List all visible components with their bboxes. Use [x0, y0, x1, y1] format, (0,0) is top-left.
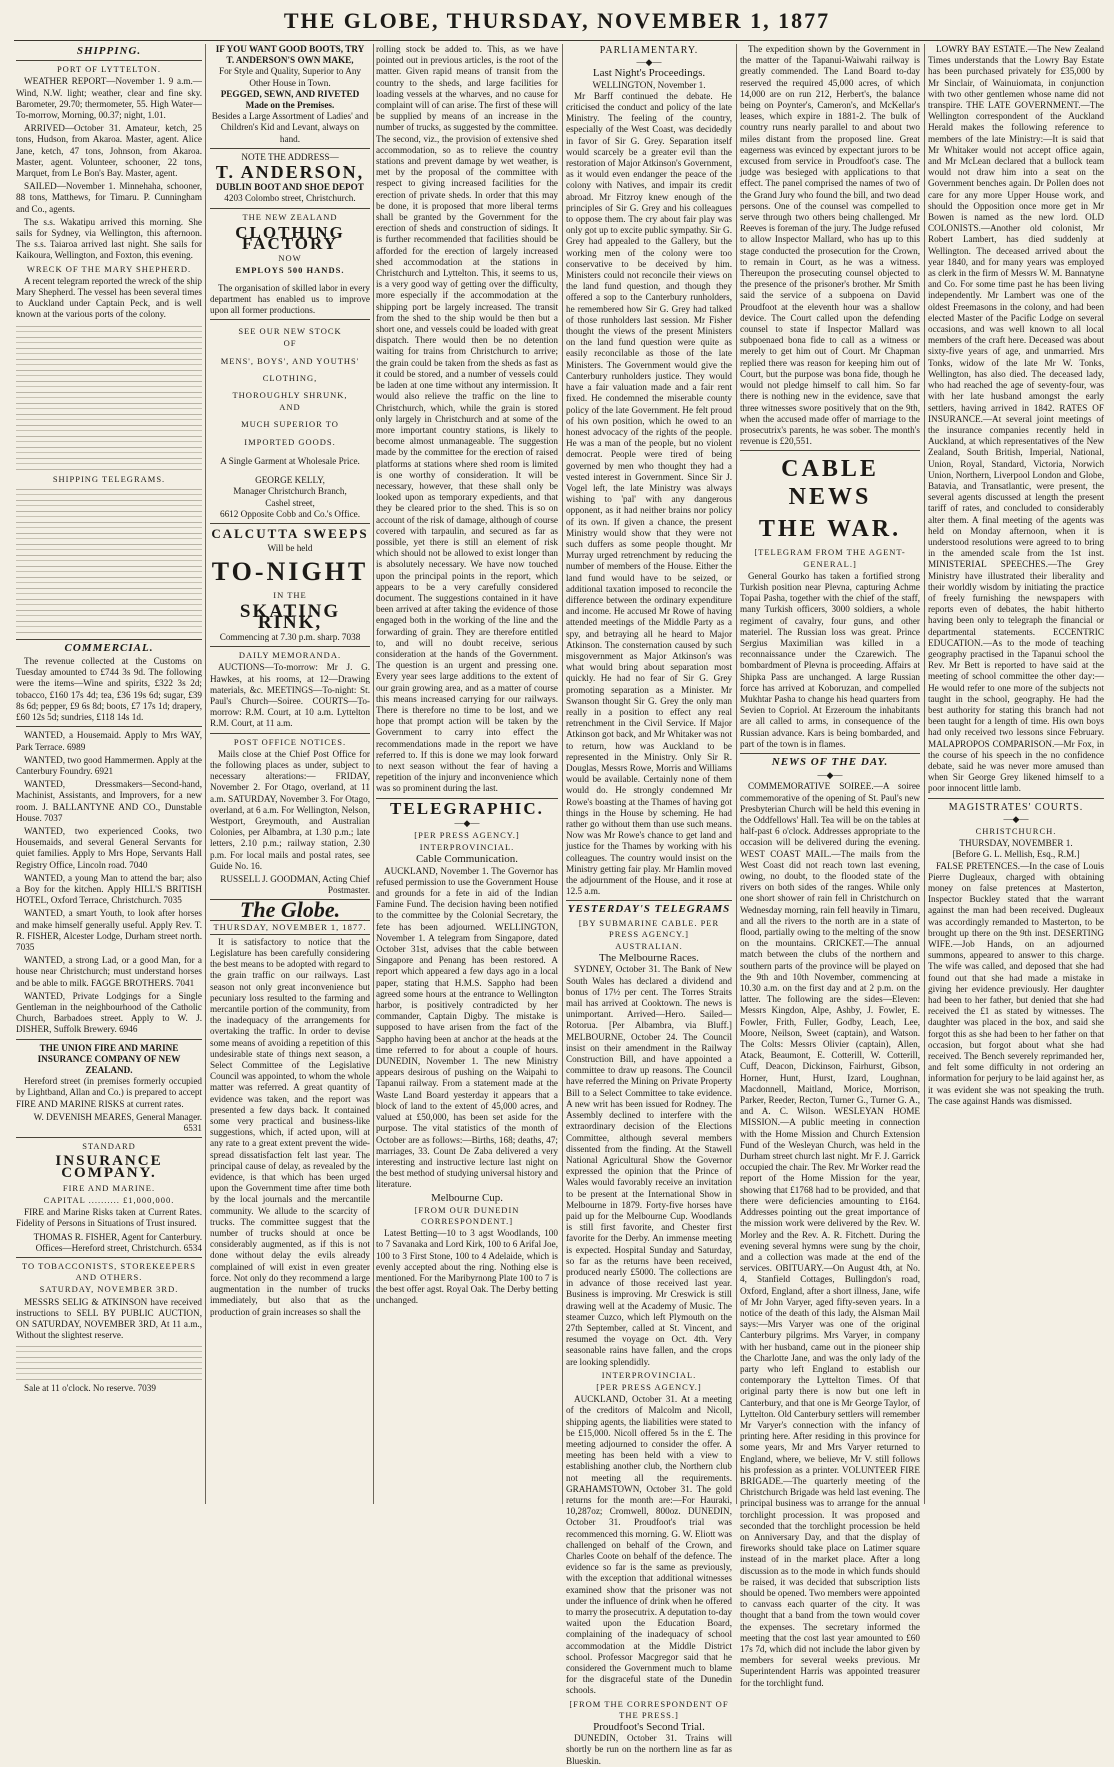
- note-address: NOTE THE ADDRESS—: [241, 151, 339, 162]
- leader-article: It is satisfactory to notice that the Legislature has been carefully considering the best means to be adopted with regard to the grain traffic on our railways. Last season not only great inconvenience but pecuniary loss resulted to the farming and mercantile portion of the community, from the inadequacy of the arrangements for overtaking the traffic. In order to devise some means of avoiding a repetition of this undesirable state of things next season, a Select Committee of the Legislative Council was appointed, to whom the whole matter was referred. A great quantity of evidence was taken, and the report was presented a few days back. It contained some very practical and business-like suggestions, which, if acted upon, will at any rate to a great extent prevent the wide-spread dissatisfaction felt last year. The principal cause of delay, as revealed by the evidence, is that which has been urged upon the Government time after time both by the local journals and the mercantile community. We allude to the scarcity of trucks. The committee suggest that the number of trucks should at once be considerably augmented, as if this is not done without delay the evils already complained of will exist in even greater force. Not only do they recommend a large augmentation in the number of trucks immediately, but also that as the production of grain increases so shall the: [210, 936, 370, 1317]
- divider: [210, 733, 370, 734]
- christchurch-heading: CHRISTCHURCH.: [975, 826, 1057, 837]
- cable-news-heading: CABLE NEWS: [781, 456, 879, 511]
- cup-source: [FROM OUR DUNEDIN CORRESPONDENT.]: [414, 1204, 520, 1226]
- standard-signature: THOMAS R. FISHER, Agent for Canterbury. Offices—Hereford street, Christchurch. 6534: [33, 1231, 202, 1253]
- divider: [16, 639, 202, 640]
- wreck-text-continued: [16, 323, 202, 473]
- colombo-address: 4203 Colombo street, Christchurch.: [224, 193, 356, 204]
- classified-ad: WANTED, Private Lodgings for a Single Gentleman in the neighbourhood of the Catholic Church, Barbadoes street. Apply to W. J. DISHER, Suffolk Brewery. 6946: [16, 990, 202, 1035]
- employs: EMPLOYS 500 HANDS.: [235, 265, 345, 276]
- boots-sub: For Style and Quality, Superior to Any Other House in Town.: [218, 66, 362, 88]
- now: NOW: [278, 253, 302, 264]
- memoranda-text: AUCTIONS—To-morrow: Mr J. G. Hawkes, at his rooms, at 12—Drawing materials, &c. MEETINGS—To-night: St. Paul's Church—Soiree. COURTS—To-morrow: R.M. Court, at 10 a.m. Lyttelton R.M. Court, at 11 a.m.: [210, 662, 370, 729]
- ornament-icon: —◆—: [1003, 813, 1029, 824]
- proudfoot-heading: Proudfoot's Second Trial.: [593, 1721, 705, 1734]
- tobacco-date: SATURDAY, NOVEMBER 3RD.: [39, 1284, 179, 1295]
- column-5: [740, 44, 920, 1688]
- classified-ad: WANTED, a smart Youth, to look after horses and make himself generally useful. Apply Rev. T. R. FISHER, Alcester Lodge, Durham street north. 7035: [16, 908, 202, 952]
- masthead: THE GLOBE, THURSDAY, NOVEMBER 1, 1877: [283, 8, 831, 33]
- post-heading: POST OFFICE NOTICES.: [233, 736, 347, 747]
- arrivals: ARRIVED—October 31. Amateur, ketch, 25 tons, Hudson, from Akaroa. Master, agent. Alice Jane, ketch, 47 tons, Johnson, from Akaroa. Master, agent. Volunteer, schooner, 22 tons, Marquet, from Le Bon's Bay. Master, agent.: [16, 123, 202, 179]
- divider: [566, 900, 732, 901]
- divider: [928, 798, 1104, 799]
- telegrams-heading: SHIPPING TELEGRAMS.: [52, 473, 166, 484]
- magistrates-date: THURSDAY, NOVEMBER 1.: [959, 838, 1073, 849]
- divider: [16, 1039, 202, 1040]
- divider: [210, 319, 370, 320]
- races-text: SYDNEY, October 31. The Bank of New South Wales has declared a dividend and bonus of 17½ per cent. The Torres Straits mail has arrived at Cooktown. The news is unimportant. Arrived—Hero. Sailed—Rotorua. [Per Albambra, via Bluff.] MELBOURNE, October 24. The Council insist on their amendment in the Railway Construction Bill, and have appointed a committee to draw up reasons. The Council have referred the Mining on Private Property Bill to a Select Committee to take evidence. A new writ has been issued for Rodney. The Assembly declined to interfere with the extraordinary decision of the Elections Committee, although several members dissented from the finding. At the Stawell National Agricultural Show the Governor expressed the opinion that the Prince of Wales would favorably receive an invitation to be present at the International Show in Melbourne in 1879. Forty-five horses have paid up for the Melbourne Cup. Woodlands is still first favorite, and Chester first favorite for the Derby. An immense meeting is expected. Hospital Sunday and Saturday, so far as the returns have been received, produced nearly £5000. The collections are in advance of those received last year. Business is improving. Mr Creswick is still drawing well at the Academy of Music. The steamer Cuzco, which left Plymouth on the 27th September, called at St. Vincent, and resumed the voyage on Oct. 4th. Very seasonable rains have fallen, and the crops are looking splendidly.: [566, 964, 732, 1367]
- proceedings-heading: Last Night's Proceedings.: [592, 67, 706, 80]
- single-garment: A Single Garment at Wholesale Price.: [220, 455, 360, 466]
- column-3: [376, 44, 558, 1504]
- boots-name: T. ANDERSON'S OWN MAKE,: [226, 55, 354, 66]
- tobacco-tail: Sale at 11 o'clock. No reserve. 7039: [24, 1383, 156, 1394]
- australian-heading: AUSTRALIAN.: [615, 941, 683, 952]
- column-divider: [736, 44, 737, 1504]
- calcutta-sweeps: CALCUTTA SWEEPS: [211, 525, 369, 541]
- interprovincial-text: AUCKLAND, October 31. At a meeting of the creditors of Malcolm and Nicoll, shipping agents, the liabilities were stated to be £15,000. Nicoll offered 5s in the £. The meeting adjourned to consider the offer. A meeting has been held with a view to establishing another club, the Northern club not meeting all the requirements. GRAHAMSTOWN, October 31. The gold returns for the month are:—For Hauraki, 10,287oz; Cromwell, 800oz. DUNEDIN, October 31. Proudfoot's trial was recommenced this morning. G. W. Eliott was challenged on behalf of the Crown, and Charles Coote on behalf of the defence. The evidence so far is the same as previously, with the exception that additional witnesses examined show that the prisoner was not under the influence of drink when he offered to marry the prosecutrix. A deputation to-day waited upon the Education Board, complaining of the inadequacy of school accommodation at the Middle District school. Professor Macgregor said that he considered the Government much to blame for the disgraceful state of the Dunedin schools.: [566, 1394, 732, 1696]
- magistrates-heading: MAGISTRATES' COURTS.: [948, 801, 1084, 813]
- cable-comm-heading: Cable Communication.: [415, 853, 519, 866]
- column-divider: [562, 44, 563, 1504]
- port-heading: PORT OF LYTTELTON.: [56, 64, 162, 75]
- manager: Manager Christchurch Branch,: [233, 486, 347, 497]
- melbourne-cup-heading: Melbourne Cup.: [430, 1191, 504, 1204]
- standard-capital: CAPITAL .......... £1,000,000.: [43, 1195, 175, 1206]
- telegraphic-heading: TELEGRAPHIC.: [390, 798, 544, 818]
- before: [Before G. L. Mellish, Esq., R.M.]: [952, 849, 1080, 860]
- classified-ad: WANTED, Dressmakers—Second-hand, Machinist, Assistants, and Improvers, for a new room. J. BALLANTYNE AND CO., Dunstable House. 7037: [16, 779, 202, 823]
- divider: [210, 646, 370, 647]
- yesterdays-telegrams-heading: YESTERDAY'S TELEGRAMS: [567, 903, 731, 916]
- news-text: COMMEMORATIVE SOIREE.—A soiree commemorative of the opening of St. Paul's new Presbyterian Church will be held this evening in the Oddfellows' Hall. Tea will be on the tables at half-past 6 o'clock. Addresses appropriate to the occasion will be delivered during the evening. WEST COAST MAIL.—The mails from the West Coast did not reach town last evening, owing, no doubt, to the flooded state of the rivers on both sides of the ranges. While only one short shower of rain fell in Christchurch on Wednesday morning, rain fell heavily in Timaru, and all the rivers to the north are in a state of flood, partially owing to the melting of the snow on the mountains. CRICKET.—The annual match between the clubs of the northern and southern parts of the province will be played on the 9th and 10th November, commencing at 10.30 a.m. on the first day and at 2 p.m. on the latter. The following are the sides—Eleven: Messrs Kingdon, Alpe, Ashby, J. Fowler, E. Fowler, Frith, Fuller, Godby, Leach, Lee, Moore, Neilson, Sweet (captain), and Watson. The Colts: Messrs Olivier (captain), Allen, Atack, Beaumont, E. Cotterill, W. Cotterill, Cuff, Deacon, Dickinson, Fairhurst, Gibson, Horner, Hunt, Hurst, Izard, Loughnan, Macdonnell, Maitland, Morice, Morrison, Parker, Reeder, Recton, Turner G., Turner G. A., and A. C. Wilson. WESLEYAN HOME MISSION.—A public meeting in connection with the Home Mission and Church Extension Fund of the Wesleyan Church, was held in the Durham street church last night. Mr F. J. Garrick occupied the chair. The Rev. Mr Worker read the report of the Home Mission for the year, showing that £1768 had to be provided, and that there were deficiencies amounting to £164. Addresses pointing out the great importance of the mission work were delivered by the Rev. W. Morley and the Rev. A. R. Fitchett. During the evening several hymns were sung by the choir, and a collection was made at the end of the services. OBITUARY.—On August 4th, at No. 4, Stanfield Cottages, Bullingdon's road, Oxford, England, after a short illness, Jane, wife of Mr John Varyer, aged fifty-seven years. In a notice of the death of this lady, the Alsman Mail says:—Mrs Varyer was one of the original Canterbury pilgrims. Mrs Varyer, in company with her husband, came out in the pioneer ship the Charlotte Jane, and was the only lady of the party who left England to establish our contemporary the Lyttelton Times. Of that original party there is now but one left in Canterbury, and that one is Mr George Taylor, of Lyttelton. Old Canterbury settlers will remember Mr Varyer's connection with the infancy of printing here. After residing in this province for some years, Mr and Mrs Varyer returned to England, where, we believe, Mr V. still follows his profession as a printer. VOLUNTEER FIRE BRIGADE.—The quarterly meeting of the Christchurch Brigade was held last evening. The principal business was to arrange for the annual torchlight procession. It was proposed and seconded that the torchlight procession be held on Anniversary Day, and that the display of fireworks should take place on Latimer square instead of in the market place. After a long discussion as to the mode in which funds should be raised, it was decided that subscription lists should be opened. Two members were appointed to canvass each quarter of the city. It was thought that a band from the town would cover the expenses. The secretary informed the meeting that the cost last year amounted to £60 17s 7d, which did not include the labor given by members for several weeks previous. Mr Superintendent Harris was appointed treasurer for the torchlight fund.: [740, 781, 920, 1688]
- proudfoot-report: The expedition shown by the Government in the matter of the Tapanui-Waiwahi railway is greatly commended. The Land Board to-day reserved the required 45,000 acres, of which 14,000 are on run 212, Herbert's, the balance being on Poynter's, Cameron's, and McKellar's leases, which expire in 1881-2. The bulk of country runs nearly parallel to and about two miles distant from the proposed line. Great eagerness was evinced by expectant jurors to be excused from service in Proudfoot's case. The judge was besieged with applications to that effect. The panel comprised the names of two of the Grand Jury who found the bill, and two dead persons. One of the counsel was compelled to serve through two others being challenged. Mr Reeves is foreman of the jury. The Judge refused to allow Inspector Mallard, who has up to this stage conducted the prosecution for the Crown, to remain in Court, as he was a witness. Thereupon the prosecuting counsel objected to the presence of the prisoner's brother. Mr Smith said the service of a subpoena on David Proudfoot at the eleventh hour was a shallow device. The Court called upon the defending counsel to state if Inspector Mallard was subpoenaed bona fide to call as a witness or merely to get him out of Court. Mr Chapman replied there was reason for keeping him out of Court, but the purpose was bona fide, though he would not pledge himself to call him. So far there is nothing new in the evidence, save that three witnesses swore positively that on the 9th, when the accused made offer of marriage to the prosecutrix's parents, he was sober. The month's revenue is £20,551.: [740, 44, 920, 447]
- proudfoot-text: DUNEDIN, October 31. Trains will shortly be run on the northern line as far as Blueskin.: [566, 1733, 732, 1766]
- standard-sub: FIRE AND MARINE.: [62, 1182, 156, 1193]
- column-2: [210, 44, 370, 1504]
- races-heading: The Melbourne Races.: [599, 952, 699, 965]
- divider: [16, 726, 202, 727]
- wreck-heading: WRECK OF THE MARY SHEPHERD.: [26, 263, 192, 274]
- divider: [16, 1137, 202, 1138]
- classified-ad: WANTED, two good Hammermen. Apply at the Canterbury Foundry. 6921: [16, 754, 202, 776]
- nz-heading: THE NEW ZEALAND: [242, 211, 338, 222]
- memoranda-heading: DAILY MEMORANDA.: [238, 650, 342, 661]
- shrunk: THOROUGHLY SHRUNK,: [232, 390, 348, 401]
- interprovincial-heading: INTERPROVINCIAL.: [419, 842, 515, 853]
- commencing: Commencing at 7.30 p.m. sharp. 7038: [219, 631, 361, 642]
- tobacco-heading: TO TOBACCONISTS, STOREKEEPERS AND OTHERS.: [21, 1261, 197, 1283]
- union-signature: W. DEVENISH MEARES, General Manager. 6531: [33, 1111, 202, 1133]
- cable-comm-text: AUCKLAND, November 1. The Governor has refused permission to use the Government House and grounds for a fete in aid of the Indian Famine Fund. The decision having been notified to the committee by the Colonial Secretary, the fete has been adjourned. WELLINGTON, November 1. A telegram from Singapore, dated October 31st, advises that the cable between Singapore and Penang has been restored. A report which appeared a few days ago in a local paper, stating that H.M.S. Sappho had been agreed some hours at the entrance to Wellington harbor, is positively contradicted by her commander, Captain Digby. The mistake is supposed to have arisen from the fact of the Sappho having been at anchor at the heads at the time referred to for about a couple of hours. DUNEDIN, November 1. The new Ministry appears desirous of pushing on the Waipahi to Tapanui railway. From a statement made at the Waste Land Board yesterday it appears that a block of land to the extent of 45,000 acres, and valued at £50,000, has been set aside for the purpose. The vital statistics of the month of October are as follows:—Births, 168; deaths, 47; marriages, 33. Count De Zaba delivered a very interesting and instructive lecture last night on the best method of studying universal history and literature.: [376, 865, 558, 1190]
- classified-ad: WANTED, two experienced Cooks, two Housemaids, and several General Servants for quiet families. Apply to Mrs Hope, Servants Hall Registry Office, Lincoln road. 7040: [16, 825, 202, 870]
- cable-source: [BY SUBMARINE CABLE. PER PRESS AGENCY.]: [578, 917, 720, 939]
- of: OF: [283, 338, 297, 349]
- cup-text: Latest Betting—10 to 3 agst Woodlands, 100 to 7 Savanaka and Lord Kirk, 100 to 6 Arifal Joe, 100 to 3 First Stone, 100 to 4 Adelaide, which is evenly accepted about the ring. Nothing else is mentioned. For the Maribyrnong Plate 100 to 7 is the best offer agst. Royal Oak. The Derby betting unchanged.: [376, 1228, 558, 1306]
- union-text: Hereford street (in premises formerly occupied by Lightband, Allan and Co.) is prepared to accept FIRE AND MARINE RISKS at current rates.: [16, 1076, 202, 1109]
- magistrates-text: FALSE PRETENCES.—In the case of Louis Pierre Dugleaux, charged with obtaining money on false pretences at Masterton, Inspector Buckley stated that the warrant against the man had been received. Dugleaux was accordingly remanded to Masterton, to be brought up there on the 9th inst. DESERTING WIFE.—Job Hands, on an adjourned summons, appeared to answer to this charge. The wife was called, and deposed that she had found out that she had made a mistake in giving her evidence previously. Her daughter had been to her father, but denied that she had received the £1 as stated by witnesses. The daughter was placed in the box, and said she forgot this as she had been to her father on that occasion, but forgot about what she had received. The Bench severely reprimanded her, and felt some difficulty in not ordering an information for perjury to be laid against her, as it was evident she was not speaking the truth. The case against Hands was dismissed.: [928, 860, 1104, 1106]
- post-signature: RUSSELL J. GOODMAN, Acting Chief Postmaster.: [220, 873, 370, 896]
- war-text: General Gourko has taken a fortified strong Turkish position near Plevna, capturing Achme Topai Pasha, together with the chief of the staff, many Turkish officers, 3000 soldiers, a whole regiment of cavalry, four guns, and other materiel. The Russian loss was great. Prince Sergius Maximilian was killed in a reconnaissance under the Czarewich. The bombardment of Plevna is proceeding. Affairs at Shipka Pass are unchanged. A large Russian force has arrived at Koboruzan, and compelled Mukhtar Pasha to change his head quarters from Sevien to Copriol. At Erzeroum the inhabitants are all called to arms, in consequence of the Russian advance. Kars is being bombarded, and part of the town is in flames.: [740, 570, 920, 749]
- column-6: [928, 44, 1104, 1504]
- news-of-day-heading: NEWS OF THE DAY.: [771, 755, 889, 768]
- commercial-heading: COMMERCIAL.: [64, 641, 154, 654]
- tobacco-text-continued: [16, 1343, 202, 1383]
- mens-boys: MENS', BOYS', AND YOUTHS': [220, 355, 360, 366]
- in-the: IN THE: [273, 590, 307, 601]
- column-divider: [924, 44, 925, 1504]
- column-4: [566, 44, 732, 1766]
- skating-rink: SKATING RINK,: [239, 600, 341, 633]
- column-1: [16, 44, 202, 1504]
- tobacco-text: MESSRS SELIG & ATKINSON have received instructions to SELL BY PUBLIC AUCTION, ON SATURDAY, NOVEMBER 3RD, At 11 a.m., Without the slightest reserve.: [16, 1296, 202, 1341]
- standard-heading: INSURANCE COMPANY.: [55, 1153, 163, 1181]
- leader-continued: rolling stock be added to. This, as we have pointed out in previous articles, is the root of the matter. Given rapid means of transit from the country to the sheds, and large facilities for loading vessels at the wharves, and no cause for complaint will of can arise. The first of these will be supplied by means of an increase in the number of trucks, as suggested by the committee. The second, viz., the provision of extensive shed accommodation, so as to relieve the country stations and prevent damage by wet weather, is met by the proposal of the committee with respect to giving increased facilities for the erection of private sheds. In order that this may be done, it is proposed that more liberal terms shall be granted by the Government for the erection of sheds and construction of sidings. It is further recommended that facilities should be afforded for the erection of largely increased shed accommodation at the stations in Christchurch and Lyttelton. This, it seems to us, is a very good way of getting over the difficulty, more especially if the accommodation at the shipping port be largely increased. The transit from the shed to the ship would be then but a short one, and vessels could be loaded with great dispatch. There would then be no detention waiting for trains from Christchurch to arrive; the grain could be taken from the sheds as fast as it could be stored, and a number of vessels could be laden at one time without any intermission. It would also relieve the traffic on the line to Christchurch, which, while the grain is stored only largely in Christchurch and at some of the more important country stations, is likely to become almost unmanageable. The suggestion made by the committee for the erection of raised platforms at stations where shed room is limited is one worthy of consideration. It will be necessary, however, that these shall only be looked upon as temporary expedients, and that they be cleared prior to the shed. This is so on account of the risk of damage, although of course covered with tarpaulin, and secured as far as possible, yet there is still an element of risk which should not be allowed to exist longer than is absolutely necessary. We have now touched upon the principal points in the report, which appears to be a very carefully considered document. The suggestions contained in it have been arrived at after taking the evidence of those engaged both in the working of the line and the forwarding of grain. They are therefore entitled to, and will no doubt receive, serious consideration at the hands of the Government. The question is an urgent and pressing one. Every year sees large additions to the extent of our grain growing area, and as a matter of course this means increased carrying for our railways. There is therefore no time to be lost, and we hope that prompt action will be taken by the Government to carry into effect the recommendations made in the report we have referred to. If this is done we may look forward to next season without the fear of having a repetition of the injury and inconvenience which was so prominent during the last.: [376, 44, 558, 794]
- divider: [210, 208, 370, 209]
- weather-report: WEATHER REPORT—November 1. 9 a.m.—Wind, N.W. light; weather, clear and fine sky. Barometer, 29.70; thermometer, 55. High Water—To-morrow, Morning, 00.37; night, 1.01.: [16, 76, 202, 121]
- clothing: CLOTHING,: [262, 372, 318, 383]
- cashel: Cashel street,: [265, 497, 315, 508]
- interprovincial-heading: INTERPROVINCIAL.: [601, 1369, 697, 1380]
- column-divider: [373, 44, 374, 1504]
- anderson-name: T. ANDERSON,: [215, 162, 365, 183]
- telegram-source: [TELEGRAM FROM THE AGENT-GENERAL.]: [754, 547, 906, 569]
- column-divider: [205, 44, 206, 1504]
- shipping-note: The s.s. Wakatipu arrived this morning. She sails for Sydney, via Wellington, this afternoon. The s.s. Taiaroa arrived last night. She sails for Kaikoura, Wellington, and Foxton, this evening.: [16, 216, 202, 261]
- tonight: TO-NIGHT: [211, 557, 369, 587]
- superior: MUCH SUPERIOR TO: [241, 419, 339, 430]
- post-text: Mails close at the Chief Post Office for the following places as under, subject to necessary alterations:— FRIDAY, November 2. For Otago, overland, at 11 a.m. SATURDAY, November 3. For Otago, overland, at 6 a.m. For Wellington, Nelson, Westport, Greymouth, and Australian Colonies, per Albambra, at 1.30 p.m.; late letters, 2.10 p.m.; railway station, 2.30 p.m. For local mails and postal rates, see Guide No. 16.: [210, 748, 370, 871]
- divider: [740, 450, 920, 451]
- and: AND: [279, 402, 301, 413]
- ornament-icon: —◆—: [817, 770, 843, 781]
- globe-date: THURSDAY, NOVEMBER 1, 1877.: [210, 920, 370, 935]
- shipping-heading: SHIPPING.: [76, 45, 142, 57]
- divider: [16, 1257, 202, 1258]
- clothing-factory: CLOTHING FACTORY: [235, 222, 345, 254]
- classified-ad: WANTED, a Housemaid. Apply to Mrs WAY, Park Terrace. 6989: [16, 730, 202, 752]
- divider: [210, 523, 370, 524]
- sailings: SAILED—November 1. Minnehaha, schooner, 88 tons, Matthews, for Timaru. P. Cunningham and Co., agents.: [16, 181, 202, 214]
- globe-title: The Globe.: [239, 897, 341, 923]
- news-continued: LOWRY BAY ESTATE.—The New Zealand Times understands that the Lowry Bay Estate has been purchased privately for £35,000 by Mr Sinclair, of Wainuiomata, in conjunction with two other gentlemen whose name did not transpire. THE LATE GOVERNMENT.—The Wellington correspondent of the Auckland Herald makes the following reference to members of the late Ministry:—It is said that Mr Whitaker would not accept office again, and Mr McLean declared that a bullock team would not draw him into a seat on the Government benches again. Dr Pollen does not care for any more Upper House work, and should the Opposition once more get in Mr Bowen is named as the new lord. OLD COLONISTS.—Another old colonist, Mr Robert Lambert, has died suddenly at Wellington. The deceased arrived about the year 1840, and for many years was employed as clerk in the firm of Messrs W. M. Bannatyne and Co. For some time past he has been living independently. Mr Lambert was one of the oldest Freemasons in the colony, and had been elected Master of the Pacific Lodge on several occasions, and was well known to all local members of the craft here. Deceased was about sixty-five years of age, and unmarried. Mrs Tonks, widow of the late Mr W. Tonks, Wellington, has also died. The deceased lady, who had reached the age of seventy-four, was with her late husband amongst the early settlers, having arrived in 1842. RATES OF INSURANCE.—At several joint meetings of the insurance companies recently held in Auckland, at which representatives of the New Zealand, South British, Imperial, National, Union, Royal, Standard, Victoria, Norwich Union, Northern, Liverpool London and Globe, Batavia, and Transatlantic, were present, the several agents discussed at length the present tariff of rates, and concluded to considerably alter them. A final meeting of the agents was held on Monday afternoon, when it is understood resolutions were agreed to to bring in the amended scale from the 1st inst. MINISTERIAL SPEECHES.—The Grey Ministry have illustrated their liberality and their worldly wisdom by initiating the practice of freely furnishing the newspapers with reports even of debates, the habit hitherto having been only to telegraph the financial or departmental statements. ECCENTRIC EDUCATION.—As to the mode of teaching geography practised in the Tapanui school the Rev. Mr Bett is reported to have said at the meeting of school committee the other day:—He would refer to one more of the subjects not taught in the school, geography. He had the best authority for stating this branch had not been taught for a length of time. His own boys had only received two lessons since February. MALAPROPOS COMPARISON.—Mr Fox, in the course of his speech in the no confidence debate, said he was never more amused than when Sir George Grey likened himself to a poor innocent little lamb.: [928, 44, 1104, 794]
- wreck-text: A recent telegram reported the wreck of the ship Mary Shepherd. The vessel has been several times to Auckland under Captain Peck, and is well known at the various ports of the colony.: [16, 275, 202, 320]
- divider: [740, 753, 920, 754]
- union-heading: THE UNION FIRE AND MARINE INSURANCE COMPANY OF NEW ZEALAND.: [37, 1042, 181, 1075]
- standard-text: FIRE and Marine Risks taken at Current Rates. Fidelity of Persons in Situations of Trust insured.: [16, 1207, 202, 1229]
- dublin-depot: DUBLIN BOOT AND SHOE DEPOT: [216, 182, 364, 193]
- imported: IMPORTED GOODS.: [244, 436, 336, 447]
- organisation-text: The organisation of skilled labor in every department has enabled us to improve upon all former productions.: [210, 282, 370, 316]
- ornament-icon: —◆—: [454, 817, 480, 828]
- ornament-icon: —◆—: [636, 57, 662, 68]
- correspondent-source: [FROM THE CORRESPONDENT OF THE PRESS.]: [569, 1698, 729, 1720]
- parliamentary-heading: PARLIAMENTARY.: [599, 45, 699, 56]
- kelly: GEORGE KELLY,: [255, 475, 325, 486]
- boots-pegged: PEGGED, SEWN, AND RIVETED Made on the Premises.: [220, 88, 360, 111]
- the-war-heading: THE WAR.: [758, 516, 902, 543]
- masthead-rule: [14, 40, 1100, 41]
- telegrams-text: [16, 486, 202, 636]
- boots-extra: Besides a Large Assortment of Ladies' and Children's Kid and Levant, always on hand.: [211, 111, 369, 144]
- press-agency: [PER PRESS AGENCY.]: [596, 1381, 702, 1392]
- divider: [210, 148, 370, 149]
- parliamentary-dateline: WELLINGTON, November 1.: [592, 79, 706, 90]
- standard-label: STANDARD: [82, 1141, 136, 1152]
- see-stock: SEE OUR NEW STOCK: [238, 326, 342, 337]
- commercial-text: The revenue collected at the Customs on Tuesday amounted to £744 3s 9d. The following were the items—Wine and spirits, £322 3s 2d; tobacco, £160 17s 4d; tea, £36 19s 6d; sugar, £39 8s 6d; pepper, £9 6s 8d; boots, £7 17s 1d; drapery, £60 12s 5d; sundries, £118 14s 1d.: [16, 656, 202, 723]
- will-be-held: Will be held: [267, 543, 313, 554]
- classified-ad: WANTED, a young Man to attend the bar; also a Boy for the kitchen. Apply HILL'S BRITISH HOTEL, Oxford Terrace, Christchurch. 7035: [16, 872, 202, 906]
- parliamentary-text: Mr Barff continued the debate. He criticised the conduct and policy of the late Ministry. The feeling of the country, especially of the West Coast, was decidedly in favor of Sir G. Grey. Separation itself would scarcely be a greater evil than the restoration of Major Atkinson's Government, as it would even endanger the peace of the colony with Natives, and impair its credit abroad. Mr Fitzroy knew enough of the principles of Sir G. Grey and his colleagues to oppose them. The cry about fair play was only got up to excite public sympathy. Sir G. Grey had appealed to the Gallery, but the working men of the colony were too conservative to be deceived by him. Ministers could not reconcile their views on the land fund question, and though they offered a sop to the Canterbury runholders, he remembered how Sir G. Grey had talked of those runholders last session. Mr Fisher thought the views of the present Ministers on the land fund question were quite as easily reconcilable as those of the late Ministers. The Government would give the Canterbury runholders justice. They would have a fair valuation made and a fair rent fixed. He condemned the miserable county policy of the late Government. He felt proud of his own position, which he owed to an honest advocacy of the rights of the people. He was a man of the people, but no violent democrat. People were tired of being governed by men who thought they had a vested interest in Government. Since Sir J. Vogel left, the late Ministry was always wishing to 'pal' with any dangerous opponent, as it had neither brains nor policy of its own. If given a chance, the present Ministry would show that they were not such duffers as some people thought. Mr Murray urged retrenchment by reducing the number of members of the House. Either the land fund would have to be seized, or additional taxation imposed to reconcile the difference between the ordinary expenditure and income. He accused Mr Rowe of having attended meetings of the Middle Party as a spy, and betraying all he heard to Major Atkinson. The consternation caused by such misgovernment as Major Atkinson's was what would bring about separation most quickly. He had no fear of Sir G. Grey promoting separation as a Minister. Mr Swanson thought Sir G. Grey the only man really in a position to effect any real retrenchment in the Civil Service. If Major Atkinson got back, and Mr Whitaker was not to return, how was Auckland to be represented in the Ministry. Only Sir R. Douglas, Messrs Rowe, Morris and Williams would be available. Certainly none of them would do. He strongly condemned Mr Rowe's boasting at the Thames of having got things in the House by scheming. He had rather go without them than use such means. Now was Mr Rowe's chance to get land and justice for the Thames by working with his colleagues. The country would insist on the Ministry getting fair play. Mr Hamlin moved the adjournment of the House, and it rose at 12.5 a.m.: [566, 90, 732, 897]
- opposite: 6612 Opposite Cobb and Co.'s Office.: [219, 508, 361, 519]
- classified-ad: WANTED, a strong Lad, or a good Man, for a house near Christchurch; must understand horses and be able to milk. FAGGE BROTHERS. 7041: [16, 955, 202, 988]
- press-agency: [PER PRESS AGENCY.]: [414, 830, 520, 841]
- boots-intro: IF YOU WANT GOOD BOOTS, TRY: [215, 44, 365, 54]
- divider: [16, 60, 202, 61]
